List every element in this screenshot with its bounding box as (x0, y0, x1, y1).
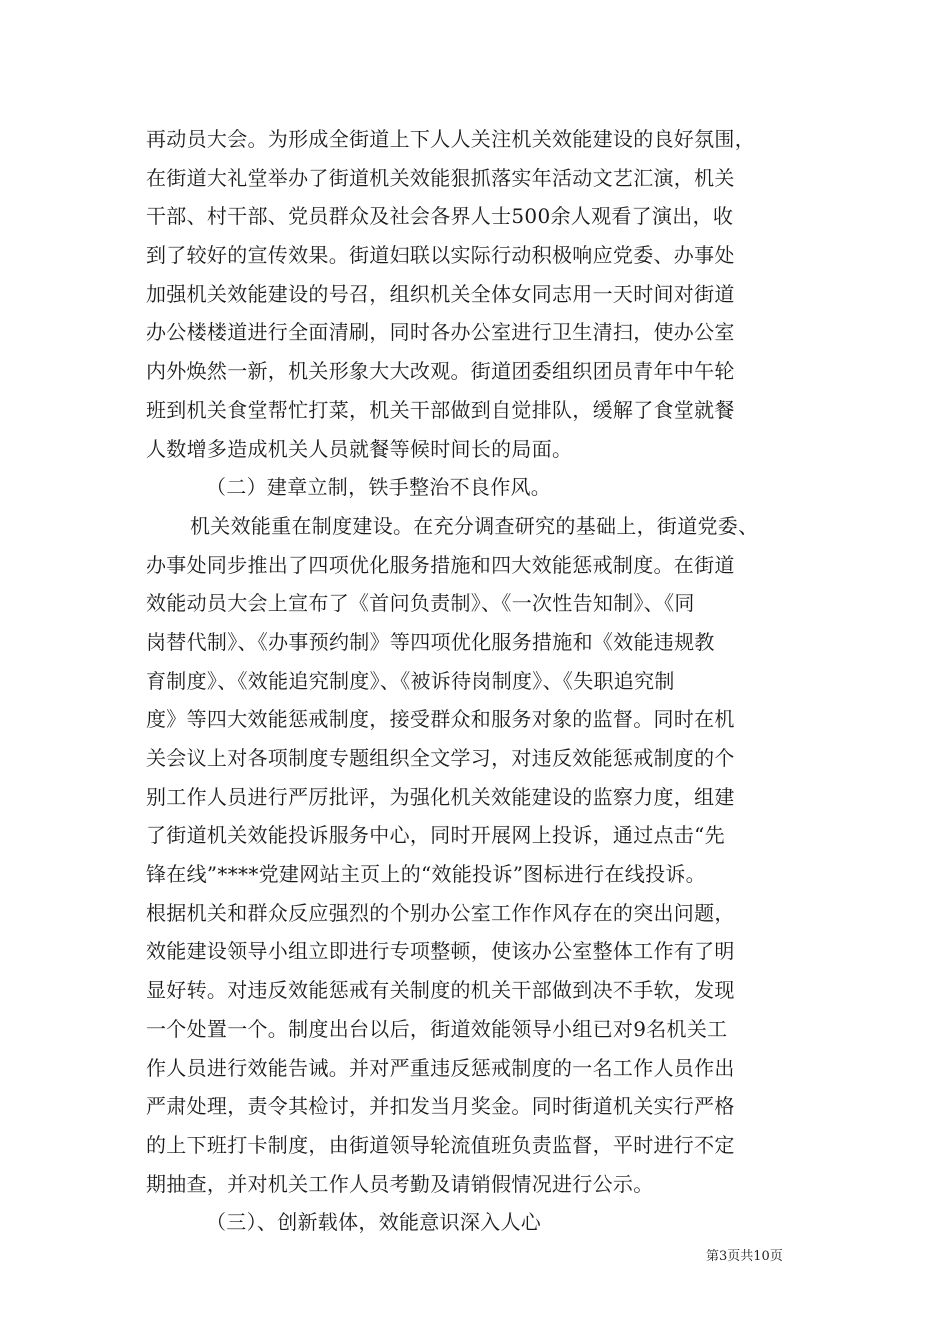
document-body (146, 120, 826, 1242)
text-line: 的上下班打卡制度，由街道领导轮流值班负责监督，平时进行不定 (146, 1132, 735, 1157)
text-line: 内外焕然一新，机关形象大大改观。街道团委组织团员青年中午轮 (146, 359, 735, 384)
text-line: 期抽查，并对机关工作人员考勤及请销假情况进行公示。 (146, 1171, 654, 1196)
text-line: 办公楼楼道进行全面清刷，同时各办公室进行卫生清扫，使办公室 (146, 320, 735, 345)
text-line: 班到机关食堂帮忙打菜，机关干部做到自觉排队，缓解了食堂就餐 (146, 397, 735, 422)
text-line: 根据机关和群众反应强烈的个别办公室工作作风存在的突出问题， (146, 900, 735, 925)
text-line: 关会议上对各项制度专题组织全文学习，对违反效能惩戒制度的个 (146, 746, 735, 770)
text-line: 人数增多造成机关人员就餐等候时间长的局面。 (146, 436, 573, 461)
text-line: 严肃处理，责令其检讨，并扣发当月奖金。同时街道机关实行严格 (146, 1094, 735, 1119)
text-line: 度》等四大效能惩戒制度，接受群众和服务对象的监督。同时在机 (146, 707, 735, 732)
section-heading: （三）、创新载体，效能意识深入人心 (206, 1210, 542, 1235)
text-line: 再动员大会。为形成全街道上下人人关注机关效能建设的良好氛围， (146, 127, 755, 151)
text-line: 岗替代制》、《办事预约制》等四项优化服务措施和《效能违规教 (146, 629, 715, 654)
text-line: 干部、村干部、党员群众及社会各界人士500余人观看了演出，收 (146, 204, 734, 229)
text-line: 效能建设领导小组立即进行专项整顿，使该办公室整体工作有了明 (146, 939, 735, 964)
page-number-footer: 第3页共10页 (706, 1249, 783, 1264)
text-line: 育制度》、《效能追究制度》、《被诉待岗制度》、《失职追究制 (146, 668, 675, 693)
section-heading: （二）建章立制，铁手整治不良作风。 (206, 475, 552, 500)
text-line: 在街道大礼堂举办了街道机关效能狠抓落实年活动文艺汇演，机关 (146, 165, 735, 190)
text-line: 机关效能重在制度建设。在充分调查研究的基础上，街道党委、 (190, 513, 759, 538)
text-line: 锋在线”****党建网站主页上的“效能投诉”图标进行在线投诉。 (146, 862, 706, 887)
text-line: 别工作人员进行严厉批评，为强化机关效能建设的监察力度，组建 (146, 784, 735, 809)
text-line: 显好转。对违反效能惩戒有关制度的机关干部做到决不手软，发现 (146, 978, 735, 1003)
text-line: 办事处同步推出了四项优化服务措施和四大效能惩戒制度。在街道 (146, 552, 735, 577)
text-line: 了街道机关效能投诉服务中心，同时开展网上投诉，通过点击“先 (146, 823, 725, 848)
text-line: 作人员进行效能告诫。并对严重违反惩戒制度的一名工作人员作出 (146, 1055, 735, 1080)
text-line: 一个处置一个。制度出台以后，街道效能领导小组已对9名机关工 (146, 1016, 728, 1041)
text-line: 到了较好的宣传效果。街道妇联以实际行动积极响应党委、办事处 (146, 243, 735, 268)
text-line: 效能动员大会上宣布了《首问负责制》、《一次性告知制》、《同 (146, 591, 695, 616)
text-line: 加强机关效能建设的号召，组织机关全体女同志用一天时间对街道 (146, 281, 735, 306)
